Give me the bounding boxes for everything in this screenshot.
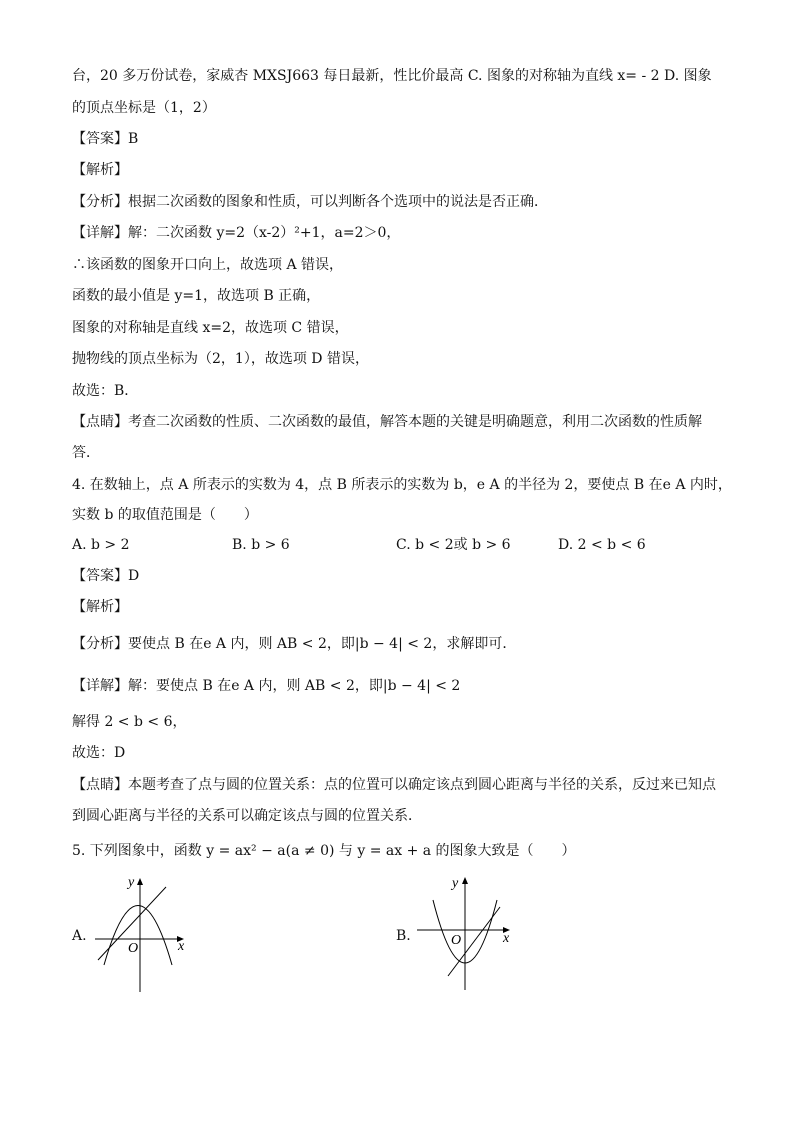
graph-a-parabola: [104, 906, 172, 966]
graph-a-y-label: y: [128, 875, 135, 890]
q4-option-c: C. b < 2或 b > 6: [396, 537, 511, 553]
q3-detail-1: 【详解】解：二次函数 y=2（x-2）²+1，a=2＞0，: [72, 225, 401, 241]
q4-stem-2: 实数 b 的取值范围是（ ）: [72, 507, 258, 523]
graph-a-x-label: x: [178, 939, 185, 954]
q3-dianjing-2: 答．: [72, 445, 100, 461]
q3-fenxi: 【分析】根据二次函数的图象和性质，可以判断各个选项中的说法是否正确．: [72, 194, 548, 210]
q4-dianjing-1: 【点睛】本题考查了点与圆的位置关系：点的位置可以确定该点到圆心距离与半径的关系，反过来已知点: [72, 777, 716, 793]
graph-b-x-label: x: [503, 931, 510, 946]
q5-stem: 5. 下列图象中，函数 y = ax² − a(a ≠ 0) 与 y = ax + a 的图象大致是（ ）: [72, 843, 576, 859]
q4-detail-1: 【详解】解：要使点 B 在e A 内，则 AB < 2，即|b − 4| < 2: [72, 678, 461, 694]
q4-option-b: B. b > 6: [232, 537, 290, 553]
q5-option-a-label: A.: [72, 928, 87, 944]
q3-detail-3: 函数的最小值是 y=1，故选项 B 正确，: [72, 288, 321, 304]
q3-answer: 【答案】B: [72, 131, 139, 147]
q4-stem-1: 4. 在数轴上，点 A 所表示的实数为 4，点 B 所表示的实数为 b，e A 的半径为 2，要使点 B 在e A 内时，: [72, 477, 732, 493]
q4-detail-2: 解得 2 < b < 6，: [72, 714, 187, 730]
q3-detail-5: 抛物线的顶点坐标为（2，1），故选项 D 错误，: [72, 351, 369, 367]
q5-graph-a: [92, 868, 202, 996]
q4-detail-3: 故选：D: [72, 745, 126, 761]
header-line-1: 台，20 多万份试卷，家威杏 MXSJ663 每日最新，性比价最高 C. 图象的对称轴为直线 x= - 2 D. 图象: [72, 68, 712, 84]
q3-detail-6: 故选：B．: [72, 383, 139, 399]
graph-b-y-arrow: [462, 877, 468, 884]
q4-analysis-head: 【解析】: [72, 599, 128, 615]
graph-a-origin-label: O: [128, 941, 139, 956]
q4-fenxi: 【分析】要使点 B 在e A 内，则 AB < 2，即|b − 4| < 2，求解即可．: [72, 636, 517, 652]
header-line-2: 的顶点坐标是（1，2）: [72, 100, 216, 116]
graph-b-y-label: y: [452, 876, 459, 891]
q3-dianjing-1: 【点睛】考查二次函数的性质、二次函数的最值，解答本题的关键是明确题意，利用二次函数的性质解: [72, 414, 702, 430]
q3-detail-4: 图象的对称轴是直线 x=2，故选项 C 错误，: [72, 320, 349, 336]
q5-option-b-label: B.: [396, 928, 411, 944]
graph-b-origin-label: O: [451, 933, 462, 948]
q4-answer: 【答案】D: [72, 568, 140, 584]
q3-detail-2: ∴该函数的图象开口向上，故选项 A 错误，: [72, 257, 344, 273]
q4-option-a: A. b > 2: [72, 537, 130, 553]
q5-graph-b: [412, 868, 522, 996]
q4-dianjing-2: 到圆心距离与半径的关系可以确定该点与圆的位置关系．: [72, 808, 422, 824]
q4-option-d: D. 2 < b < 6: [558, 537, 646, 553]
q3-analysis-head: 【解析】: [72, 162, 128, 178]
graph-a-y-arrow: [137, 878, 143, 885]
